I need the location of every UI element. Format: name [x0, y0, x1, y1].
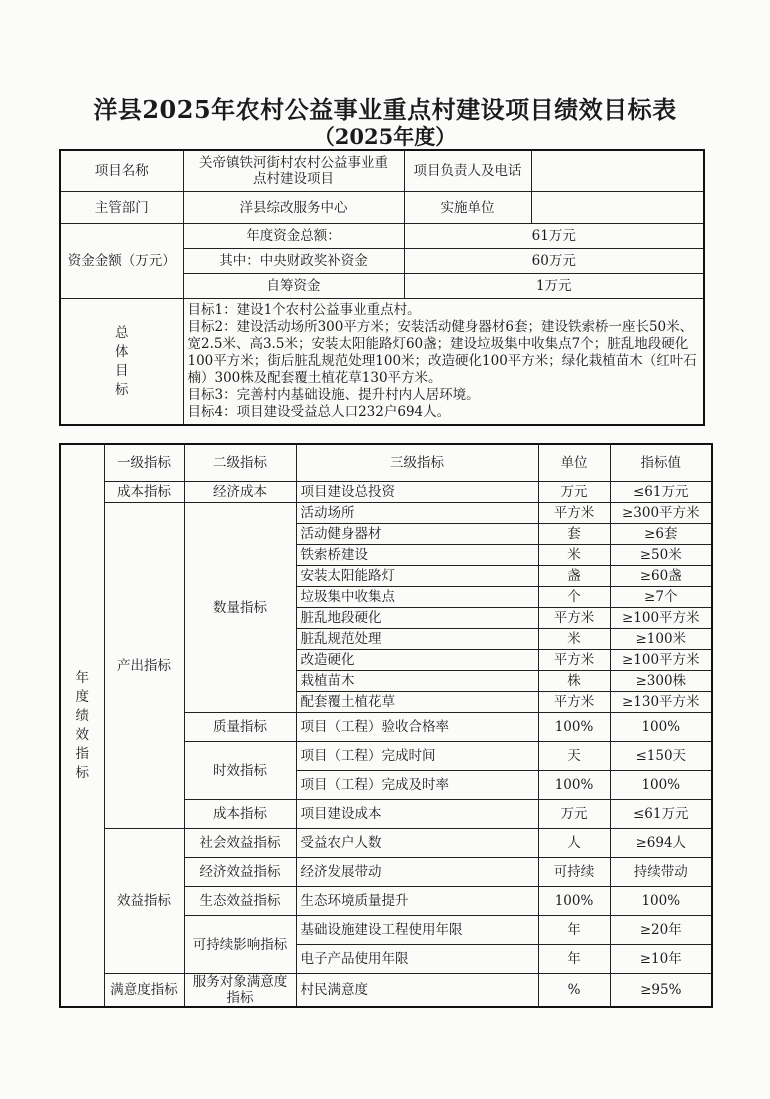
satisfaction-l2-line-1: 服务对象满意度: [192, 974, 288, 990]
cell-unit: 米: [538, 545, 610, 566]
cell-l3: 配套覆土植花草: [296, 692, 538, 713]
project-name-row: [60, 150, 704, 192]
cell-l3: 项目（工程）完成及时率: [296, 771, 538, 800]
output-label: 产出指标: [104, 503, 184, 829]
cell-l3: 脏乱规范处理: [296, 629, 538, 650]
perf-label-char: 年: [75, 669, 89, 686]
cell-unit: 盏: [538, 566, 610, 587]
header-level2: 二级指标: [184, 444, 296, 482]
document-subtitle: （2025年度）: [313, 124, 457, 149]
cell-l3: 项目（工程）验收合格率: [296, 713, 538, 742]
cell-value: ≥10年: [610, 945, 712, 974]
cell-l3: 改造硬化: [296, 650, 538, 671]
cell-value: ≥60盏: [610, 566, 712, 587]
goal-1: 目标1：建设1个农村公益事业重点村。: [187, 302, 421, 318]
cell-value: ≥6套: [610, 524, 712, 545]
cell-l2: [184, 974, 296, 1008]
cell-unit: 平方米: [538, 692, 610, 713]
project-info-table: [59, 149, 705, 426]
cell-value: ≤61万元: [610, 482, 712, 503]
cell-unit: %: [538, 974, 610, 1008]
project-name-line-1: 关帝镇铁河街村农村公益事业重: [199, 155, 388, 171]
cell-unit: 天: [538, 742, 610, 771]
goals-content: [183, 299, 704, 426]
cell-l2: 经济效益指标: [184, 858, 296, 887]
perf-label-char: 指: [75, 745, 89, 762]
cell-l3: 基础设施建设工程使用年限: [296, 916, 538, 945]
cell-value: ≥300株: [610, 671, 712, 692]
table-row: [60, 503, 712, 524]
cell-l3: 电子产品使用年限: [296, 945, 538, 974]
cell-l2: 生态效益指标: [184, 887, 296, 916]
cell-l3: 活动场所: [296, 503, 538, 524]
cell-value: 100%: [610, 771, 712, 800]
cell-l3: 受益农户人数: [296, 829, 538, 858]
perf-label-char: 标: [75, 764, 89, 781]
funds-item-value: 61万元: [404, 224, 704, 249]
cell-value: 100%: [610, 713, 712, 742]
funds-label: 资金金额（万元）: [60, 224, 183, 299]
goals-row: [60, 299, 704, 426]
cell-unit: 平方米: [538, 608, 610, 629]
cell-value: ≥694人: [610, 829, 712, 858]
leader-value: [531, 150, 704, 192]
cell-value: ≥130平方米: [610, 692, 712, 713]
cell-value: ≥20年: [610, 916, 712, 945]
funds-item-value: 60万元: [404, 249, 704, 274]
cell-l3: 生态环境质量提升: [296, 887, 538, 916]
cell-value: ≥50米: [610, 545, 712, 566]
perf-label: [60, 444, 104, 1007]
cell-value: ≥300平方米: [610, 503, 712, 524]
perf-label-char: 绩: [75, 707, 89, 724]
cell-value: ≤150天: [610, 742, 712, 771]
cell-unit: 株: [538, 671, 610, 692]
header-level1: 一级指标: [104, 444, 184, 482]
benefit-label: 效益指标: [104, 829, 184, 974]
cell-value: ≤61万元: [610, 800, 712, 829]
cell-unit: 万元: [538, 482, 610, 503]
impl-value: [531, 192, 704, 224]
cell-unit: 100%: [538, 713, 610, 742]
cell-unit: 可持续: [538, 858, 610, 887]
cell-l3: 项目（工程）完成时间: [296, 742, 538, 771]
goals-label-char: 总: [115, 324, 129, 341]
document-title: 洋县2025年农村公益事业重点村建设项目绩效目标表: [93, 95, 677, 124]
cell-l3: 垃圾集中收集点: [296, 587, 538, 608]
leader-label: 项目负责人及电话: [404, 150, 531, 192]
funds-item-label: 年度资金总额：: [183, 224, 404, 249]
perf-header-row: [60, 444, 712, 482]
cell-l3: 经济发展带动: [296, 858, 538, 887]
goals-label-char: 体: [115, 343, 129, 360]
goals-label-char: 目: [115, 362, 129, 379]
cell-l2: 成本指标: [184, 800, 296, 829]
cell-value: ≥100米: [610, 629, 712, 650]
satisfaction-row: [60, 974, 712, 1008]
cell-unit: 套: [538, 524, 610, 545]
cell-unit: 100%: [538, 887, 610, 916]
cell-l3: 安装太阳能路灯: [296, 566, 538, 587]
cell-l2: 社会效益指标: [184, 829, 296, 858]
header-value: 指标值: [610, 444, 712, 482]
cell-value: ≥7个: [610, 587, 712, 608]
cell-unit: 个: [538, 587, 610, 608]
cell-unit: 100%: [538, 771, 610, 800]
perf-label-char: 度: [75, 688, 89, 705]
cell-unit: 万元: [538, 800, 610, 829]
cell-value: ≥95%: [610, 974, 712, 1008]
cell-l3: 栽植苗木: [296, 671, 538, 692]
cell-l3: 项目建设总投资: [296, 482, 538, 503]
goals-label: [60, 299, 183, 426]
cell-unit: 年: [538, 916, 610, 945]
performance-table: [59, 443, 713, 1008]
cell-unit: 米: [538, 629, 610, 650]
dept-label: 主管部门: [60, 192, 183, 224]
timeliness-label: 时效指标: [184, 742, 296, 800]
cell-value: ≥100平方米: [610, 650, 712, 671]
cell-l3: 村民满意度: [296, 974, 538, 1008]
cell-unit: 年: [538, 945, 610, 974]
goals-label-char: 标: [115, 381, 129, 398]
goal-4: 目标4：项目建设受益总人口232户694人。: [187, 404, 451, 420]
quantity-label: 数量指标: [184, 503, 296, 713]
cell-value: ≥100平方米: [610, 608, 712, 629]
goal-3: 目标3：完善村内基础设施、提升村内人居环境。: [187, 387, 480, 403]
perf-label-char: 效: [75, 726, 89, 743]
project-name-value: [183, 150, 404, 192]
cell-unit: 人: [538, 829, 610, 858]
funds-item-label: 其中：中央财政奖补资金: [183, 249, 404, 274]
dept-row: [60, 192, 704, 224]
benefit-row: [60, 829, 712, 858]
dept-value: 洋县综改服务中心: [183, 192, 404, 224]
funds-item-value: 1万元: [404, 274, 704, 299]
cell-value: 100%: [610, 887, 712, 916]
cell-l3: 铁索桥建设: [296, 545, 538, 566]
goal-2: 目标2：建设活动场所300平方米；安装活动健身器材6套；建设铁索桥一座长50米、宽2.5米、高3.5米；安装太阳能路灯60盏；建设垃圾集中收集点7个；脏乱地段硬化100平方米；街后脏乱规范处理100米；改造硬化100平方米；绿化栽植苗木（红叶石楠）300株及配套覆土植花草130平方米。: [187, 319, 697, 386]
cell-value: 持续带动: [610, 858, 712, 887]
cell-l1: 满意度指标: [104, 974, 184, 1008]
cell-l2: 质量指标: [184, 713, 296, 742]
project-name-line-2: 点村建设项目: [253, 171, 334, 187]
funds-row-1: [60, 224, 704, 249]
impl-label: 实施单位: [404, 192, 531, 224]
funds-item-label: 自筹资金: [183, 274, 404, 299]
header-level3: 三级指标: [296, 444, 538, 482]
header-unit: 单位: [538, 444, 610, 482]
cell-unit: 平方米: [538, 650, 610, 671]
sustain-label: 可持续影响指标: [184, 916, 296, 974]
project-name-label: 项目名称: [60, 150, 183, 192]
cell-l3: 脏乱地段硬化: [296, 608, 538, 629]
satisfaction-l2-line-2: 指标: [226, 990, 254, 1006]
cell-l3: 项目建设成本: [296, 800, 538, 829]
cell-l2: 经济成本: [184, 482, 296, 503]
cell-l3: 活动健身器材: [296, 524, 538, 545]
cell-l1: 成本指标: [104, 482, 184, 503]
cost-row: [60, 482, 712, 503]
cell-unit: 平方米: [538, 503, 610, 524]
